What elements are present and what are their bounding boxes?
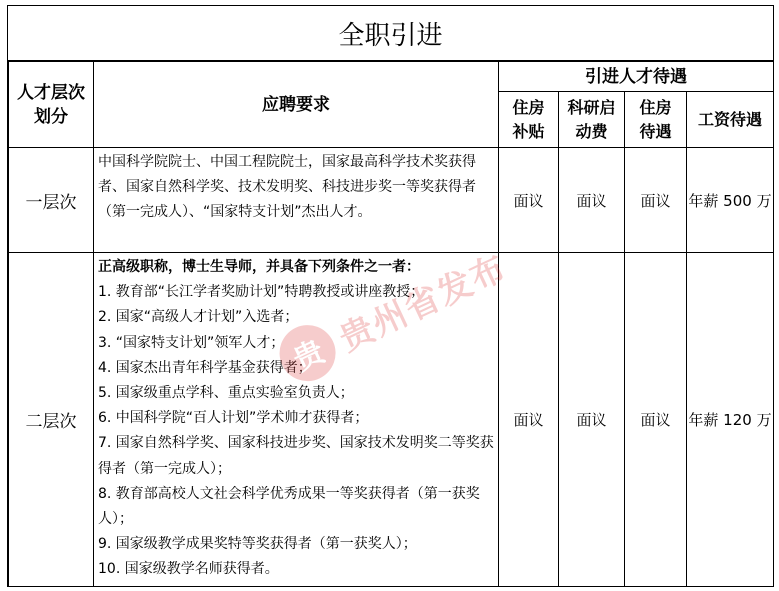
row-salary: 年薪 500 万 [687,148,774,253]
header-requirement: 应聘要求 [94,62,499,148]
row-housing: 面议 [625,253,687,587]
row-research-fund: 面议 [559,148,625,253]
requirement-item: 10. 国家级教学名师获得者。 [98,561,279,578]
header-salary: 工资待遇 [687,92,774,148]
requirement-heading: 正高级职称，博士生导师，并具备下列条件之一者： [98,259,420,275]
recruitment-table-frame [7,5,774,587]
header-level: 人才层次划分 [9,62,94,148]
requirement-item: 9. 国家级教学成果奖特等奖获得者（第一获奖人）； [98,536,417,553]
requirement-item: 3. “国家特支计划”领军人才； [98,334,285,351]
row-level: 二层次 [9,253,94,587]
recruitment-table [8,61,774,587]
row-requirement: 中国科学院院士、中国工程院院士，国家最高科学技术奖获得者、国家自然科学奖、技术发明奖、科技进步奖一等奖获得者（第一完成人）、“国家特支计划”杰出人才。 [94,148,499,253]
row-housing-subsidy: 面议 [499,148,559,253]
requirement-item: 6. 中国科学院“百人计划”学术帅才获得者； [98,410,369,427]
row-housing-subsidy: 面议 [499,253,559,587]
requirement-item: 1. 教育部“长江学者奖励计划”特聘教授或讲座教授； [98,284,425,301]
row-level: 一层次 [9,148,94,253]
header-housing-subsidy: 住房补贴 [499,92,559,148]
header-research-fund: 科研启动费 [559,92,625,148]
header-housing: 住房待遇 [625,92,687,148]
table-row [9,253,774,587]
watermark-text: 贵州省发布 [333,246,514,360]
requirement-item: 5. 国家级重点学科、重点实验室负责人； [98,385,354,402]
header-treatment: 引进人才待遇 [499,62,774,92]
table-row [9,148,774,253]
requirement-item: 2. 国家“高级人才计划”入选者； [98,309,299,326]
row-requirement [94,253,499,587]
requirement-item: 7. 国家自然科学奖、国家科技进步奖、国家技术发明奖二等奖获得者（第一完成人）； [98,435,494,477]
row-salary: 年薪 120 万 [687,253,774,587]
watermark-logo-icon: 贵 [270,316,344,390]
row-housing: 面议 [625,148,687,253]
table-title: 全职引进 [8,6,773,61]
requirement-item: 4. 国家杰出青年科学基金获得者； [98,359,312,376]
row-research-fund: 面议 [559,253,625,587]
requirement-item: 8. 教育部高校人文社会科学优秀成果一等奖获得者（第一获奖人）； [98,485,480,528]
